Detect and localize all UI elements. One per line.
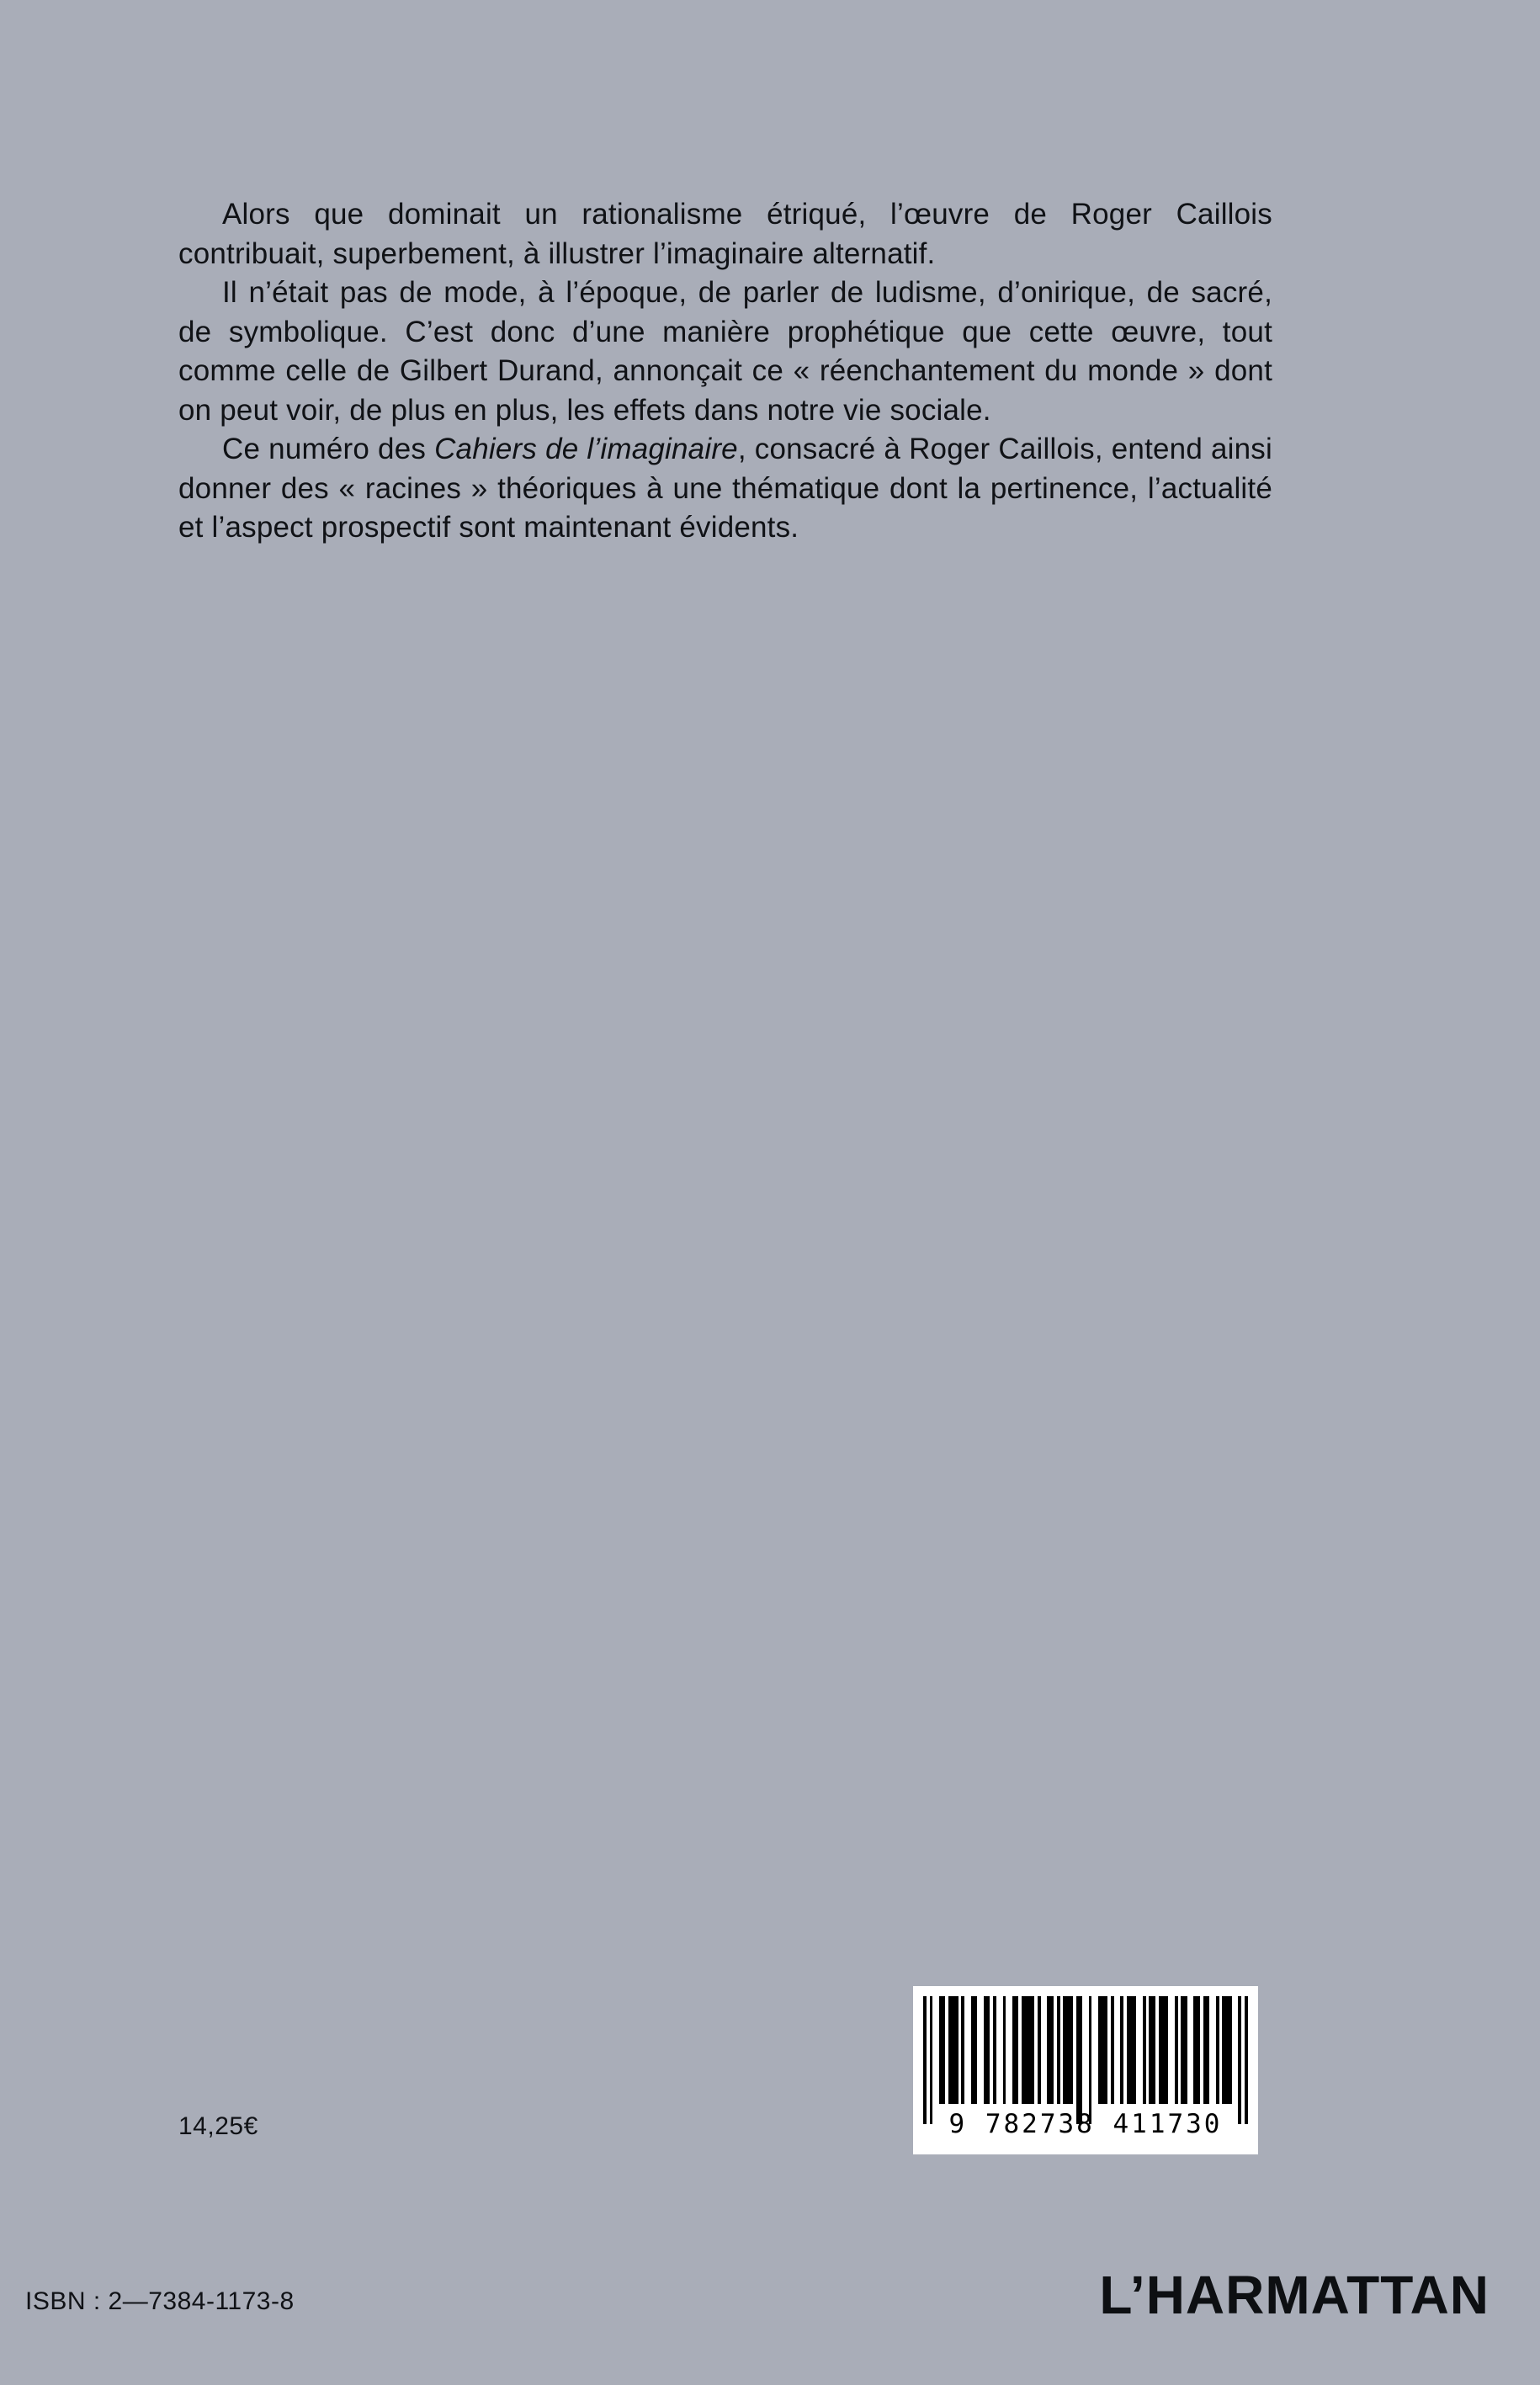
isbn-label: ISBN : 2—7384-1173-8 bbox=[25, 2287, 295, 2315]
price-label: 14,25€ bbox=[178, 2112, 258, 2140]
barcode bbox=[913, 1986, 1258, 2154]
blurb-paragraph-3: Ce numéro des Cahiers de l’imaginaire, consacré à Roger Caillois, entend ainsi donner des « racines » théoriques à une thématique dont la pertinence, l’actualité et l’aspect prospectif sont maintenant évidents. bbox=[178, 433, 1272, 544]
journal-title: Cahiers de l’imaginaire bbox=[434, 433, 738, 466]
barcode-digits: 9 782738 411730 bbox=[948, 2109, 1223, 2139]
publisher-logo: L’HARMATTAN bbox=[1099, 2265, 1490, 2325]
blurb-paragraph-2: Il n’était pas de mode, à l’époque, de parler de ludisme, d’onirique, de sacré, de symbolique. C’est donc d’une manière prophétique que cette œuvre, tout comme celle de Gilbert Durand, annonçait ce « réenchantement du monde » dont on peut voir, de plus en plus, les effets dans notre vie sociale. bbox=[178, 276, 1272, 427]
blurb-text bbox=[178, 195, 1272, 548]
blurb-paragraph-1: Alors que dominait un rationalisme étriqué, l’œuvre de Roger Caillois contribuait, superbement, à illustrer l’imaginaire alternatif. bbox=[178, 198, 1272, 270]
barcode-bars bbox=[923, 1996, 1248, 2104]
